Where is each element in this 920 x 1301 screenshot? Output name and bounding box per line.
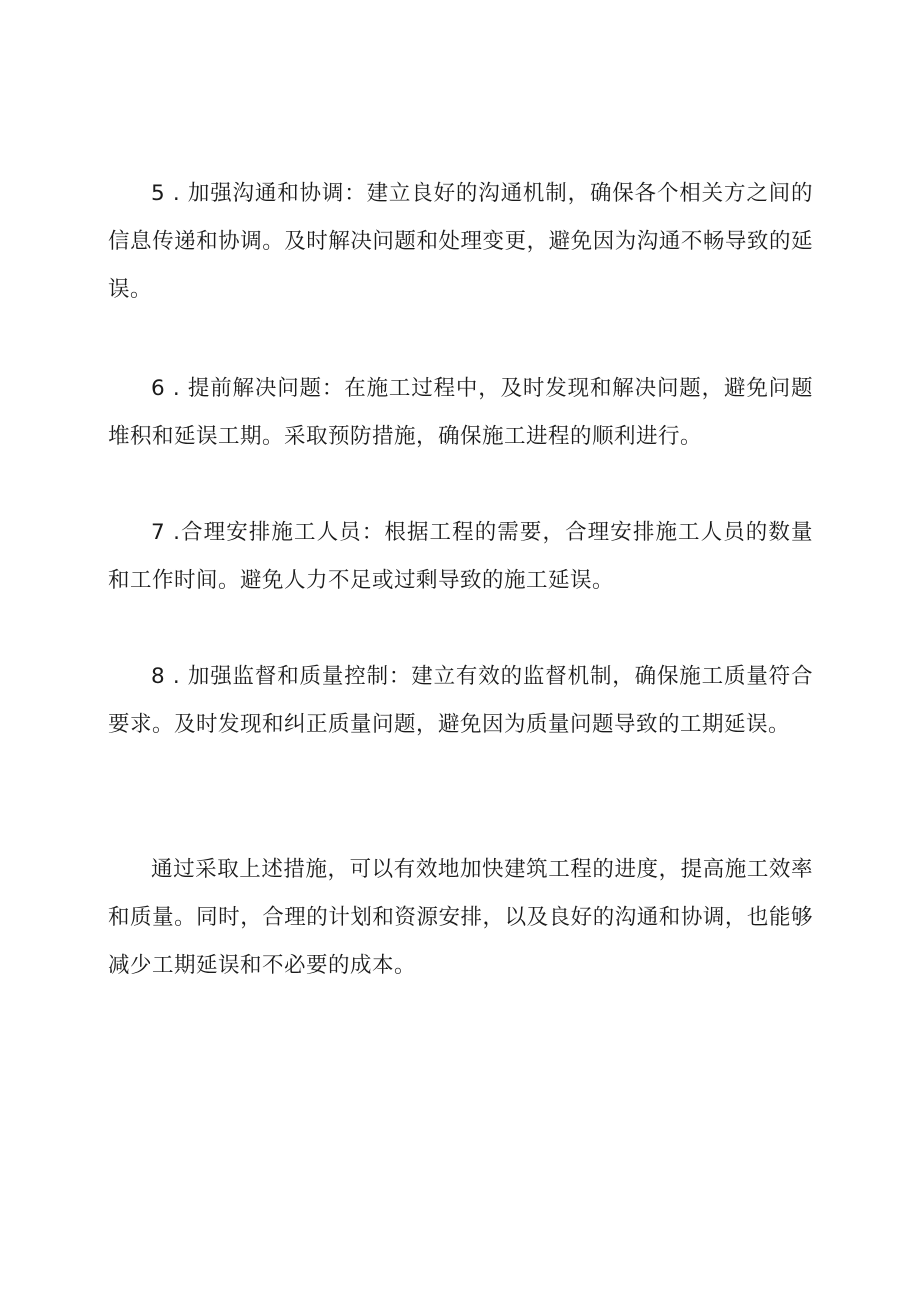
- paragraph-item-6: 6 . 提前解决问题：在施工过程中，及时发现和解决问题，避免问题堆积和延误工期。采取预防措施，确保施工进程的顺利进行。: [108, 376, 813, 449]
- summary-paragraph: 通过采取上述措施，可以有效地加快建筑工程的进度，提高施工效率和质量。同时，合理的计划和资源安排，以及良好的沟通和协调，也能够减少工期延误和不必要的成本。: [108, 857, 813, 978]
- paragraph-item-7: 7 .合理安排施工人员：根据工程的需要，合理安排施工人员的数量和工作时间。避免人力不足或过剩导致的施工延误。: [108, 520, 813, 593]
- paragraph-item-8: 8 . 加强监督和质量控制：建立有效的监督机制，确保施工质量符合要求。及时发现和纠正质量问题，避免因为质量问题导致的工期延误。: [108, 664, 813, 737]
- paragraph-item-5: 5 . 加强沟通和协调：建立良好的沟通机制，确保各个相关方之间的信息传递和协调。及时解决问题和处理变更，避免因为沟通不畅导致的延误。: [108, 181, 813, 302]
